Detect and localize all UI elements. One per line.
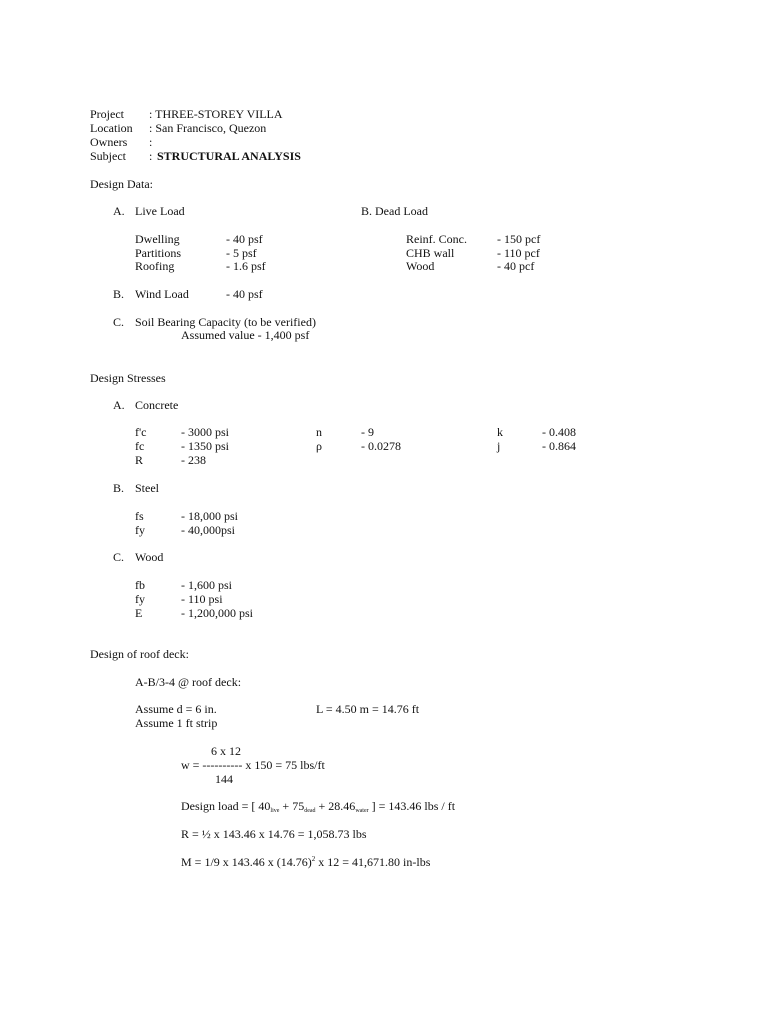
dead-item-name: Wood (406, 259, 435, 273)
dead-item-value: - 40 pcf (497, 259, 535, 273)
concrete-right-name: k (497, 425, 503, 439)
wood-name: fb (135, 578, 145, 592)
roof-deck-location: A-B/3-4 @ roof deck: (135, 675, 242, 689)
concrete-mid-name: ρ (316, 439, 322, 453)
steel-name: fs (135, 509, 144, 523)
subject-value: STRUCTURAL ANALYSIS (157, 149, 301, 163)
concrete-name: R (135, 453, 144, 467)
assume-depth: Assume d = 6 in. (135, 702, 217, 716)
owners-label: Owners (90, 135, 128, 149)
concrete-right-name: j (497, 439, 501, 453)
concrete-title: Concrete (135, 398, 179, 412)
concrete-marker: A. (113, 398, 125, 412)
moment-part: x 12 = 41,671.80 in-lbs (315, 855, 431, 869)
w-equation: w = ---------- x 150 = 75 lbs/ft (181, 758, 325, 772)
w-numerator: 6 x 12 (211, 744, 241, 758)
wind-load-title: Wind Load (135, 287, 189, 301)
dead-item-name: Reinf. Conc. (406, 232, 467, 246)
project-label: Project (90, 107, 124, 121)
wood-value: - 1,200,000 psi (181, 606, 253, 620)
roof-deck-title: Design of roof deck: (90, 647, 189, 661)
live-item-value: - 40 psf (226, 232, 263, 246)
span-length: L = 4.50 m = 14.76 ft (316, 702, 420, 716)
design-load-part: ] = 143.46 lbs / ft (368, 799, 456, 813)
live-item-value: - 1.6 psf (226, 259, 266, 273)
design-load-equation (181, 799, 455, 813)
design-load-part: + 28.46 (315, 799, 356, 813)
steel-title: Steel (135, 481, 159, 495)
wood-value: - 1,600 psi (181, 578, 232, 592)
concrete-mid-value: - 9 (361, 425, 374, 439)
wind-load-marker: B. (113, 287, 125, 301)
subscript-water: water (355, 808, 369, 814)
concrete-mid-name: n (316, 425, 322, 439)
project-value: : THREE-STOREY VILLA (149, 107, 283, 121)
concrete-name: f'c (135, 425, 147, 439)
concrete-name: fc (135, 439, 145, 453)
subscript-dead: dead (304, 808, 316, 814)
superscript-squared: 2 (311, 855, 316, 863)
design-stresses-title: Design Stresses (90, 371, 166, 385)
design-load-part: Design load = [ 40 (181, 799, 271, 813)
soil-marker: C. (113, 315, 125, 329)
concrete-right-value: - 0.864 (542, 439, 576, 453)
subscript-live: live (270, 808, 280, 814)
moment-part: M = 1/9 x 143.46 x (14.76) (181, 855, 312, 869)
concrete-right-value: - 0.408 (542, 425, 576, 439)
steel-marker: B. (113, 481, 125, 495)
live-item-name: Partitions (135, 246, 182, 260)
dead-load-title: B. Dead Load (361, 204, 428, 218)
dead-item-value: - 110 pcf (497, 246, 540, 260)
dead-item-name: CHB wall (406, 246, 455, 260)
design-data-title: Design Data: (90, 177, 153, 191)
steel-value: - 18,000 psi (181, 509, 238, 523)
moment-equation (181, 855, 430, 869)
steel-name: fy (135, 523, 145, 537)
subject-colon: : (149, 149, 153, 163)
dead-item-value: - 150 pcf (497, 232, 541, 246)
concrete-mid-value: - 0.0278 (361, 439, 401, 453)
wood-value: - 110 psi (181, 592, 223, 606)
live-load-title: Live Load (135, 204, 185, 218)
wind-load-value: - 40 psf (226, 287, 263, 301)
w-denominator: 144 (215, 772, 233, 786)
concrete-value: - 238 (181, 453, 206, 467)
concrete-value: - 3000 psi (181, 425, 229, 439)
location-label: Location (90, 121, 133, 135)
live-load-marker: A. (113, 204, 125, 218)
concrete-value: - 1350 psi (181, 439, 229, 453)
assume-strip: Assume 1 ft strip (135, 716, 218, 730)
reaction-equation: R = ½ x 143.46 x 14.76 = 1,058.73 lbs (181, 827, 367, 841)
wood-name: fy (135, 592, 145, 606)
owners-value: : (149, 135, 153, 149)
design-load-part: + 75 (279, 799, 305, 813)
wood-marker: C. (113, 550, 125, 564)
subject-label: Subject (90, 149, 126, 163)
live-item-name: Roofing (135, 259, 175, 273)
soil-title: Soil Bearing Capacity (to be verified) (135, 315, 316, 329)
soil-assumed-value: Assumed value - 1,400 psf (181, 328, 310, 342)
wood-name: E (135, 606, 143, 620)
live-item-name: Dwelling (135, 232, 180, 246)
location-value: : San Francisco, Quezon (149, 121, 267, 135)
steel-value: - 40,000psi (181, 523, 235, 537)
live-item-value: - 5 psf (226, 246, 257, 260)
wood-title: Wood (135, 550, 164, 564)
